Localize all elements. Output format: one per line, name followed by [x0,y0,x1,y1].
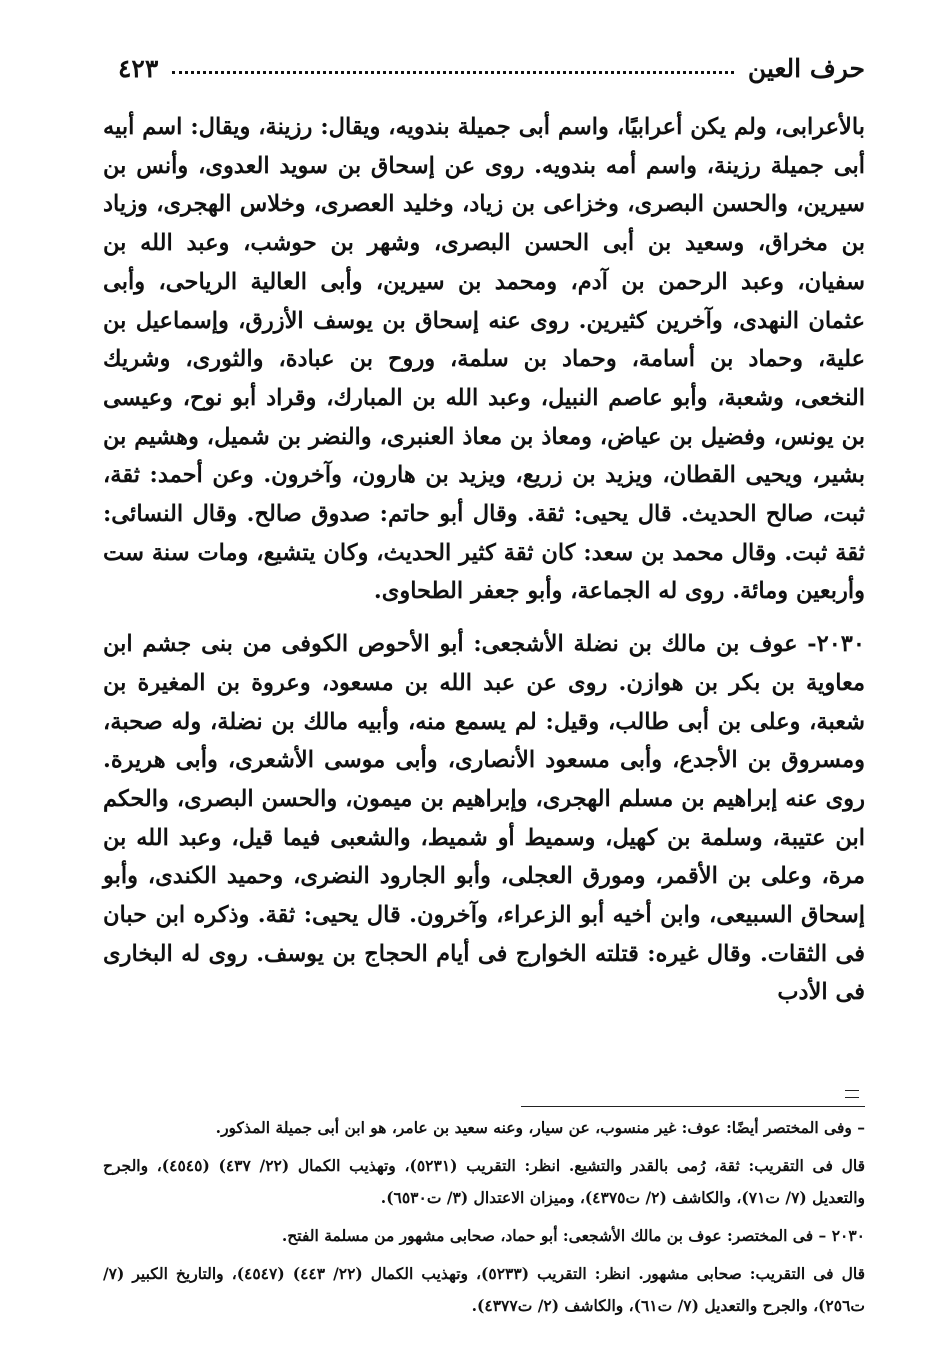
footnote-separator [521,1106,865,1107]
continued-biography-paragraph: بالأعرابى، ولم يكن أعرابيًا، واسم أبى جميلة بندويه، ويقال: رزينة، ويقال: اسم أبيه أبى جميلة رزينة، واسم أمه بندويه. روى عن إسحاق بن سويد العدوى، وأنس بن سيرين، والحسن البصرى، وخزاعى بن زياد، وخليد العصرى، وخلاس الهجرى، وزياد بن مخراق، وسعيد بن أبى الحسن البصرى، وشهر بن حوشب، وعبد الله بن سفيان، وعبد الرحمن بن آدم، ومحمد بن سيرين، وأبى العالية الرياحى، وأبى عثمان النهدى، وآخرين كثيرين. روى عنه إسحاق بن يوسف الأزرق، وإسماعيل بن علية، وحماد بن أسامة، وحماد بن سلمة، وروح بن عبادة، والثورى، وشريك النخعى، وشعبة، وأبو عاصم النبيل، وعبد الله بن المبارك، وقراد أبو نوح، وعيسى بن يونس، وفضيل بن عياض، ومعاذ بن معاذ العنبرى، والنضر بن شميل، وهشيم بن بشير، ويحيى القطان، ويزيد بن زريع، ويزيد بن هارون، وآخرون. وعن أحمد: ثقة، ثبت، صالح الحديث. قال يحيى: ثقة. وقال أبو حاتم: صدوق صالح. وقال النسائى: ثقة ثبت. وقال محمد بن سعد: كان ثقة كثير الحديث، وكان يتشيع، ومات سنة ست وأربعين ومائة. روى له الجماعة، وأبو جعفر الطحاوى. [103,114,865,605]
footnote-3: ٢٠٣٠ – فى المختصر: عوف بن مالك الأشجعى: أبو حماد، صحابى مشهور من مسلمة الفتح. [281,1226,865,1245]
footnote-marker [845,1090,859,1098]
entry-text: أبو الأحوص الكوفى من بنى جشم ابن معاوية بن بكر بن هوازن. روى عن عبد الله بن مسعود، وعروة بن المغيرة بن شعبة، وعلى بن أبى طالب، وقيل: لم يسمع منه، وأبيه مالك بن نضلة، وله صحبة، ومسروق بن الأجدع، وأبى مسعود الأنصارى، وأبى موسى الأشعرى، وأبى هريرة. روى عنه إبراهيم بن مسلم الهجرى، وإبراهيم بن ميمون، والحسن البصرى، والحكم ابن عتيبة، وسلمة بن كهيل، وسميط أو شميط، والشعبى فيما قيل، وعبد الله بن مرة، وعلى بن الأقمر، ومورق العجلى، وأبو الجارود النضرى، وحميد الكندى، وأبو إسحاق السبيعى، وابن أخيه أبو الزعراء، وآخرون. قال يحيى: ثقة. وذكره ابن حبان فى الثقات. وقال غيره: قتلته الخوارج فى أيام الحجاج بن يوسف. روى له البخارى فى الأدب [103,631,865,1006]
page-header [118,44,865,92]
footnotes [103,1112,865,1322]
biography-entry-2030 [103,625,865,1012]
footnote-2: قال فى التقريب: ثقة، رُمى بالقدر والتشيع. انظر: التقريب (٥٢٣١)، وتهذيب الكمال (٢٢/ ٤٣٧) (٤٥٤٥)، والجرح والتعديل (٧/ ت٧١)، والكاشف (٢/ ت٤٣٧٥)، وميزان الاعتدال (٣/ ت٦٥٣٠). [103,1156,865,1207]
header-dotted-leader [172,71,734,74]
chapter-title: حرف العين [747,53,865,83]
page-number: ٤٢٣ [118,53,159,83]
entry-number: ٢٠٣٠- [807,631,865,658]
footnote-4: قال فى التقريب: صحابى مشهور. انظر: التقريب (٥٢٣٣)، وتهذيب الكمال (٢٢/ ٤٤٣) (٤٥٤٧)، والتاريخ الكبير (٧/ ت٢٥٦)، والجرح والتعديل (٧/ ت٦١)، والكاشف (٢/ ت٤٣٧٧). [103,1264,865,1315]
entry-title: عوف بن مالك بن نضلة الأشجعى: [473,631,798,658]
main-text [103,108,865,1012]
footnote-1: – وفى المختصر أيضًا: عوف: غير منسوب، عن سيار، وعنه سعيد بن عامر، هو ابن أبى جميلة المذكور. [215,1118,865,1137]
